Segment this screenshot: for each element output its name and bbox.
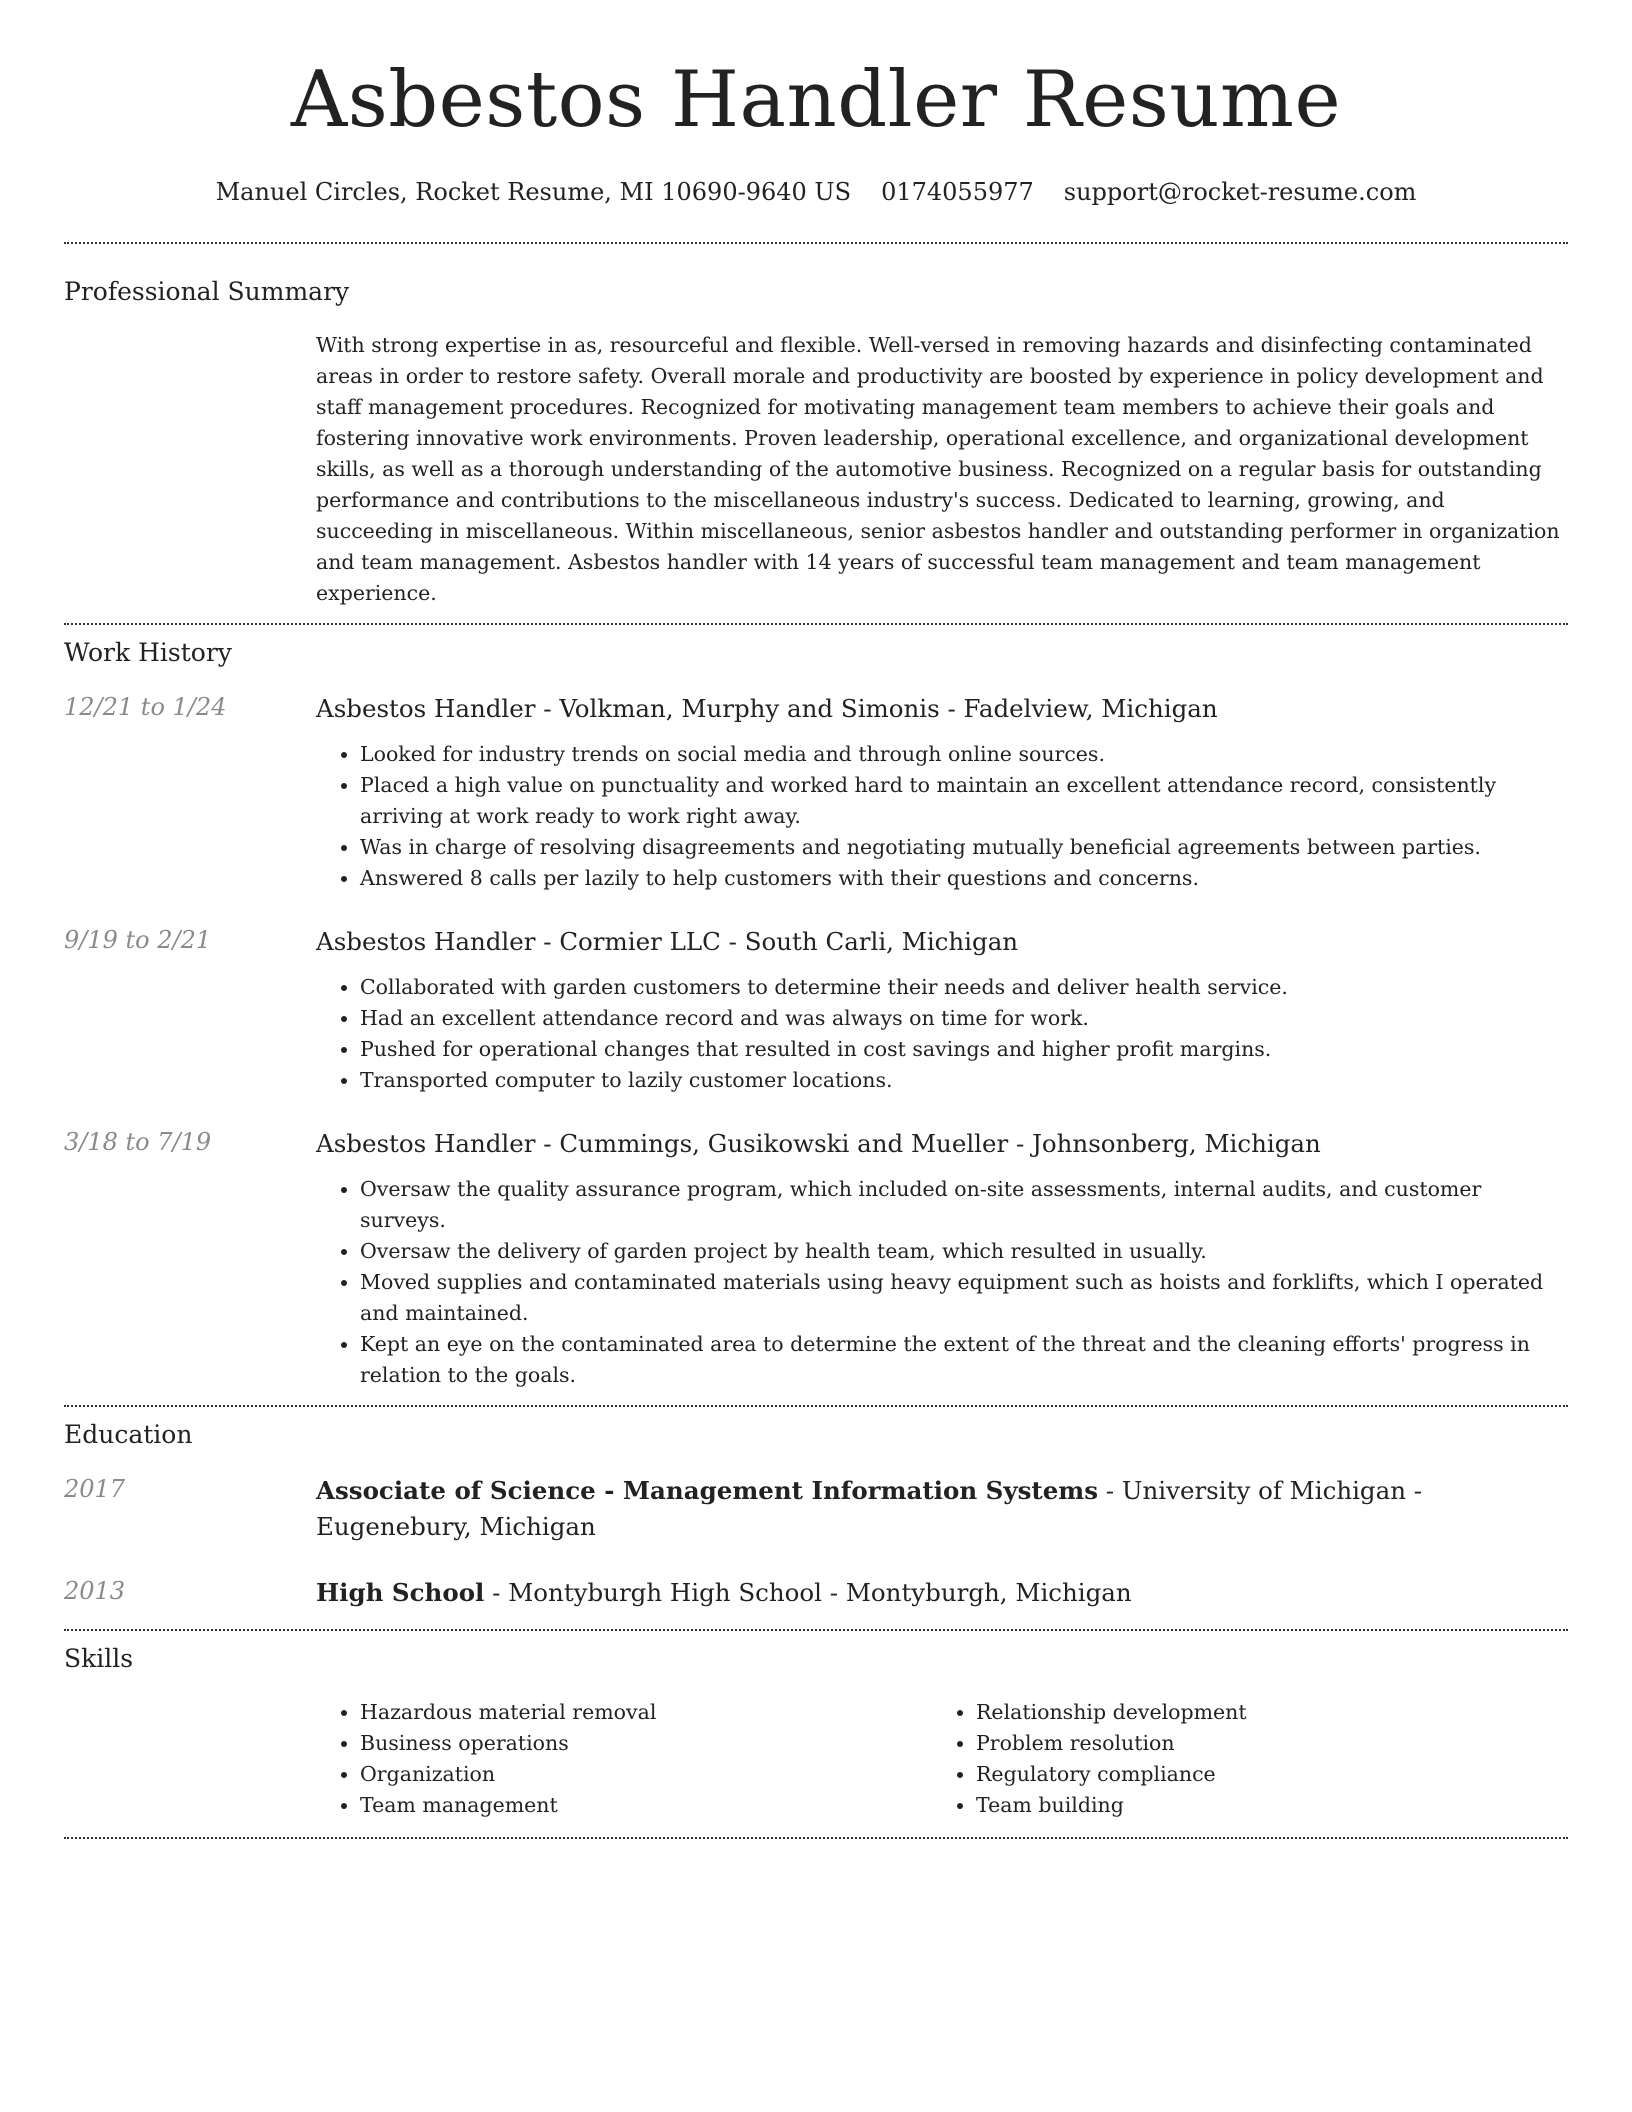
job-dates: 12/21 to 1/24 [64, 693, 227, 721]
work-history-section [64, 625, 1568, 1391]
skill-item: • Organization [360, 1759, 932, 1790]
skill-item: • Regulatory compliance [976, 1759, 1548, 1790]
skills-columns [316, 1697, 1568, 1821]
skill-item: • Hazardous material removal [360, 1697, 932, 1728]
education-entry [64, 1575, 1568, 1611]
list-item: • Oversaw the quality assurance program, which included on-site assessments, internal audits, and customer surveys. [360, 1174, 1568, 1236]
education-section [64, 1407, 1568, 1611]
section-title-education: Education [64, 1420, 193, 1449]
education-year: 2013 [64, 1577, 126, 1605]
skill-item: • Relationship development [976, 1697, 1548, 1728]
education-school: - Montyburgh High School - Montyburgh, Michigan [484, 1578, 1132, 1607]
job-heading: Asbestos Handler - Volkman, Murphy and Simonis - Fadelview, Michigan [316, 694, 1218, 723]
contact-address: Manuel Circles, Rocket Resume, MI 10690-9640 US [215, 178, 852, 206]
list-item: • Collaborated with garden customers to determine their needs and deliver health service. [360, 972, 1568, 1003]
summary-text: With strong expertise in as, resourceful and flexible. Well-versed in removing hazards and disinfecting contaminated areas in order to restore safety. Overall morale and productivity are boosted by experience in policy development and staff management procedures. Recognized for motivating management team members to achieve their goals and fostering innovative work environments. Proven leadership, operational excellence, and organizational development skills, as well as a thorough understanding of the automotive business. Recognized on a regular basis for outstanding performance and contributions to the miscellaneous industry's success. Dedicated to learning, growing, and succeeding in miscellaneous. Within miscellaneous, senior asbestos handler and outstanding performer in organization and team management. Asbestos handler with 14 years of successful team management and team management experience. [316, 333, 1560, 605]
list-item: • Oversaw the delivery of garden project by health team, which resulted in usually. [360, 1236, 1568, 1267]
skills-section [64, 1631, 1568, 1821]
job-entry [64, 924, 1568, 1096]
resume-title: Asbestos Handler Resume [290, 55, 1342, 145]
education-degree: Associate of Science - Management Information Systems [316, 1476, 1099, 1505]
summary-section [64, 244, 1568, 609]
list-item: • Looked for industry trends on social media and through online sources. [360, 739, 1568, 770]
education-heading [316, 1575, 1568, 1611]
skill-item: • Team building [976, 1790, 1548, 1821]
skills-list-left [316, 1697, 932, 1821]
skill-item: • Team management [360, 1790, 932, 1821]
education-year: 2017 [64, 1475, 126, 1503]
skills-list-right [932, 1697, 1548, 1821]
job-entry [64, 1126, 1568, 1391]
divider [64, 1837, 1568, 1839]
list-item: • Answered 8 calls per lazily to help customers with their questions and concerns. [360, 863, 1568, 894]
job-bullets [316, 739, 1568, 894]
section-title-work: Work History [64, 638, 232, 667]
education-heading [316, 1473, 1568, 1545]
contact-line [64, 176, 1568, 208]
contact-phone: 0174055977 [881, 178, 1034, 206]
list-item: • Moved supplies and contaminated materials using heavy equipment such as hoists and forklifts, which I operated and maintained. [360, 1267, 1568, 1329]
section-title-summary: Professional Summary [64, 277, 350, 306]
skill-item: • Business operations [360, 1728, 932, 1759]
job-bullets [316, 972, 1568, 1096]
job-entry [64, 691, 1568, 894]
section-title-skills: Skills [64, 1644, 134, 1673]
education-school: - University of Michigan - Eugenebury, Michigan [316, 1476, 1423, 1541]
skill-item: • Problem resolution [976, 1728, 1548, 1759]
list-item: • Placed a high value on punctuality and worked hard to maintain an excellent attendance record, consistently arriving at work ready to work right away. [360, 770, 1568, 832]
education-entry [64, 1473, 1568, 1545]
job-heading: Asbestos Handler - Cormier LLC - South Carli, Michigan [316, 927, 1019, 956]
job-dates: 3/18 to 7/19 [64, 1128, 212, 1156]
list-item: • Had an excellent attendance record and was always on time for work. [360, 1003, 1568, 1034]
job-heading: Asbestos Handler - Cummings, Gusikowski and Mueller - Johnsonberg, Michigan [316, 1129, 1321, 1158]
job-dates: 9/19 to 2/21 [64, 926, 212, 954]
list-item: • Was in charge of resolving disagreements and negotiating mutually beneficial agreements between parties. [360, 832, 1568, 863]
education-degree: High School [316, 1578, 485, 1607]
contact-email: support@rocket-resume.com [1063, 178, 1417, 206]
list-item: • Kept an eye on the contaminated area to determine the extent of the threat and the cleaning efforts' progress in relation to the goals. [360, 1329, 1568, 1391]
list-item: • Transported computer to lazily customer locations. [360, 1065, 1568, 1096]
job-bullets [316, 1174, 1568, 1391]
resume-header [64, 0, 1568, 208]
list-item: • Pushed for operational changes that resulted in cost savings and higher profit margins. [360, 1034, 1568, 1065]
